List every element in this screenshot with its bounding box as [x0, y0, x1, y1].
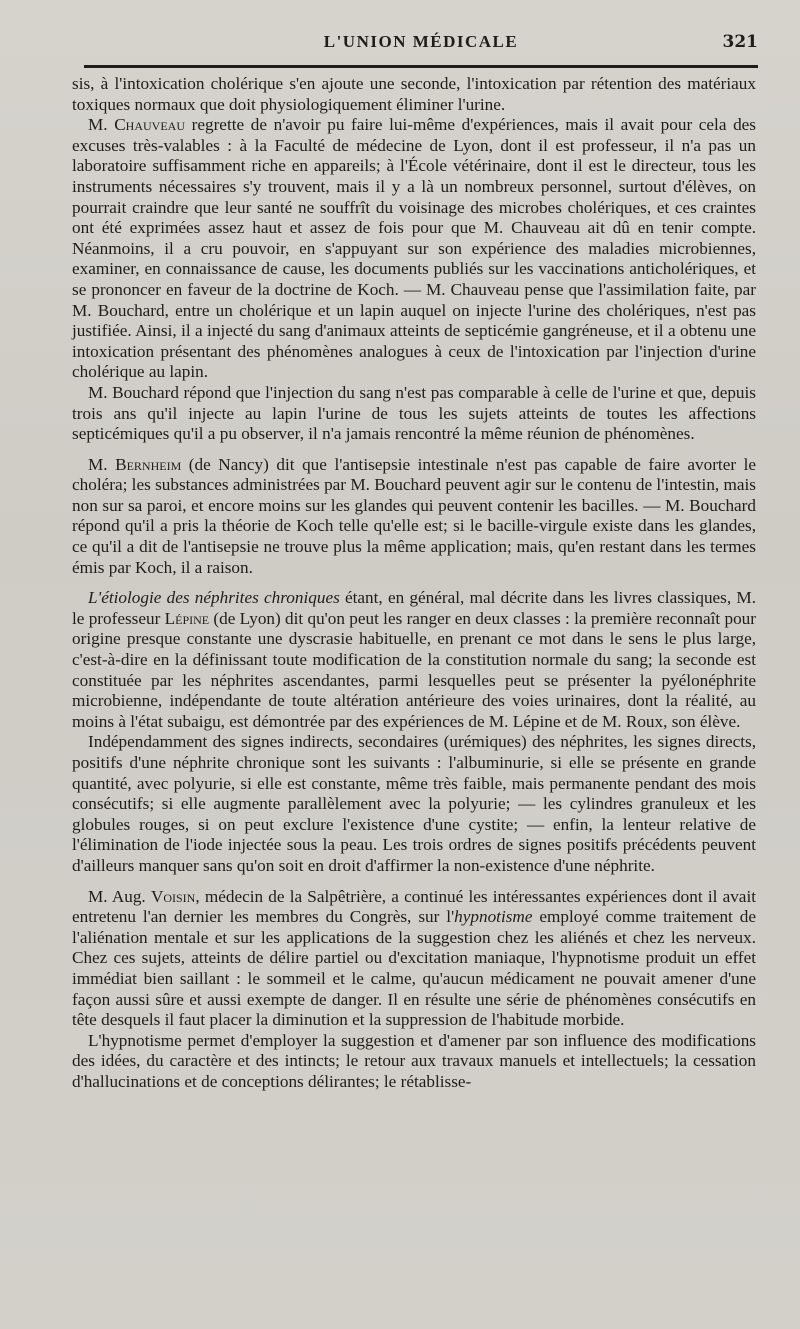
- paragraph-lead: M.: [88, 115, 115, 135]
- paragraph-text: Indépendamment des signes indirects, secondaires (urémiques) des néphrites, les signes directs, positifs d'une néphrite chronique sont les suivants : l'albuminurie, si elle se présente en grande quantité, avec polyurie, si elle est constante, même très faible, mais permanente pendant des mois consécutifs; si elle augmente parallèlement avec la polyurie; — les cylindres granuleux et les globules rouges, si on peut exclure l'existence d'une cystite; — enfin, la lenteur relative de l'élimination de l'iode injectée sous la peau. Les trois ordres de signes positifs précédents peuvent d'ailleurs manquer sans qu'on soit en droit d'affirmer la non-existence d'une néphrite.: [72, 732, 756, 875]
- paragraph-3: [72, 383, 756, 445]
- paragraph-8: [72, 1031, 756, 1093]
- paragraph-text: regrette de n'avoir pu faire lui-même d'expériences, mais il avait pour cela des excuses très-valables : à la Faculté de médecine de Lyon, dont il est professeur, il n'a pas un laboratoire suffisamment riche en appareils; à l'École vétérinaire, dont il est le directeur, tous les instruments nécessaires s'y trouvent, mais il y a là un nombreux personnel, surtout d'élèves, on pourrait craindre que leur santé ne souffrît du voisinage des microbes cholériques, et ces craintes ont été exprimées assez haut et assez de fois pour que M. Chauveau ait dû en tenir compte. Néanmoins, il a cru pouvoir, en s'appuyant sur son expérience des maladies microbiennes, examiner, en connaissance de cause, les documents publiés sur les vaccinations anticholériques, et se prononcer en faveur de la doctrine de Koch. — M. Chauveau pense que l'assimilation faite, par M. Bouchard, entre un cholérique et un lapin auquel on injecte l'urine des cholériques, n'est pas justifiée. Ainsi, il a injecté du sang d'animaux atteints de septicémie gangréneuse, et il a obtenu une intoxication présentant des phénomènes analogues à ceux de l'intoxication par l'injection d'urine cholérique au lapin.: [72, 115, 756, 382]
- paragraph-4: [72, 455, 756, 579]
- running-head: L'UNION MÉDICALE: [323, 32, 519, 51]
- topic-title: L'étiologie des néphrites chroniques: [88, 588, 340, 608]
- paragraph-5: [72, 588, 756, 732]
- speaker-name: Bernheim: [115, 454, 182, 474]
- paragraph-text: L'hypnotisme permet d'employer la suggestion et d'amener par son influence des modifications des idées, du caractère et des intincts; le retour aux travaux manuels et intellectuels; la cessation d'hallucinations et de conceptions délirantes; le rétablisse-: [72, 1030, 756, 1091]
- paragraph-text-continued: employé comme traitement de l'aliénation mentale et sur les applications de la suggestion chez les aliénés et chez les nerveux. Chez ces sujets, atteints de délire partiel ou d'excitation maniaque, l'hypnotisme produit un effet immédiat bien saillant : le sommeil et le calme, qu'aucun médicament ne pouvait amener d'une façon aussi sûre et aussi exempte de danger. Il en résulte une série de phénomènes consécutifs en tête desquels il faut placer la diminution et la suppression de l'habitude morbide.: [72, 907, 756, 1030]
- paragraph-text: , médecin de la Salpêtrière, a continué les intéressantes expériences dont il avait entretenu l'an dernier les membres du Congrès, sur l': [72, 886, 756, 927]
- paragraph-text-continued: (de Lyon) dit qu'on peut les ranger en deux classes : la première reconnaît pour origine presque constante une dyscrasie habituelle, en prenant ce mot dans le sens le plus large, c'est-à-dire en la définissant toute modification de la constitution normale du sang; la seconde est constituée par les néphrites ascendantes, parmi lesquelles peut se présenter la pyélonéphrite microbienne, indépendante de toute altération antérieure des voies urinaires, dont la réalité, au moins à l'état subaigu, est démontrée par des expériences de M. Lépine et de M. Roux, son élève.: [72, 608, 756, 731]
- paragraph-7: [72, 887, 756, 1031]
- paragraph-1: [72, 74, 756, 115]
- page-header: [84, 30, 758, 62]
- header-rule: [84, 65, 758, 68]
- speaker-name: Chauveau: [114, 115, 186, 135]
- paragraph-text: M. Bouchard répond que l'injection du sang n'est pas comparable à celle de l'urine et que, depuis trois ans qu'il injecte au lapin l'urine de tous les sujets atteints de toutes les affections septicémiques qu'il a pu observer, il n'a jamais rencontré la même réunion de phénomènes.: [72, 382, 756, 444]
- speaker-name: Lépine: [164, 608, 210, 628]
- speaker-name: Voisin: [150, 886, 196, 906]
- paragraph-text: (de Nancy) dit que l'antisepsie intestinale n'est pas capable de faire avorter le choléra; les substances administrées par M. Bouchard peuvent agir sur le contenu de l'intestin, mais non sur sa paroi, et encore moins sur les glandes qui peuvent contenir les bacilles. — M. Bouchard répond qu'il a pris la théorie de Koch telle qu'elle est; si le bacille-virgule existe dans les glandes, ce qu'il a dit de l'antisepsie ne trouve plus la même application; mais, qu'en restant dans les termes émis par Koch, il a raison.: [72, 454, 756, 577]
- paragraph-text: étant, en général, mal décrite dans les livres classiques, M. le professeur: [72, 588, 756, 628]
- paragraph-lead: M.: [88, 454, 116, 474]
- paragraph-text: sis, à l'intoxication cholérique s'en ajoute une seconde, l'intoxication par rétention des matériaux toxiques normaux que doit physiologiquement éliminer l'urine.: [72, 74, 756, 114]
- article-body: [72, 74, 756, 1093]
- paragraph-lead: M. Aug.: [88, 886, 151, 906]
- paragraph-6: [72, 732, 756, 876]
- paragraph-2: [72, 115, 756, 383]
- page-number: 321: [722, 32, 758, 52]
- emphasis-term: hypnotisme: [454, 907, 533, 927]
